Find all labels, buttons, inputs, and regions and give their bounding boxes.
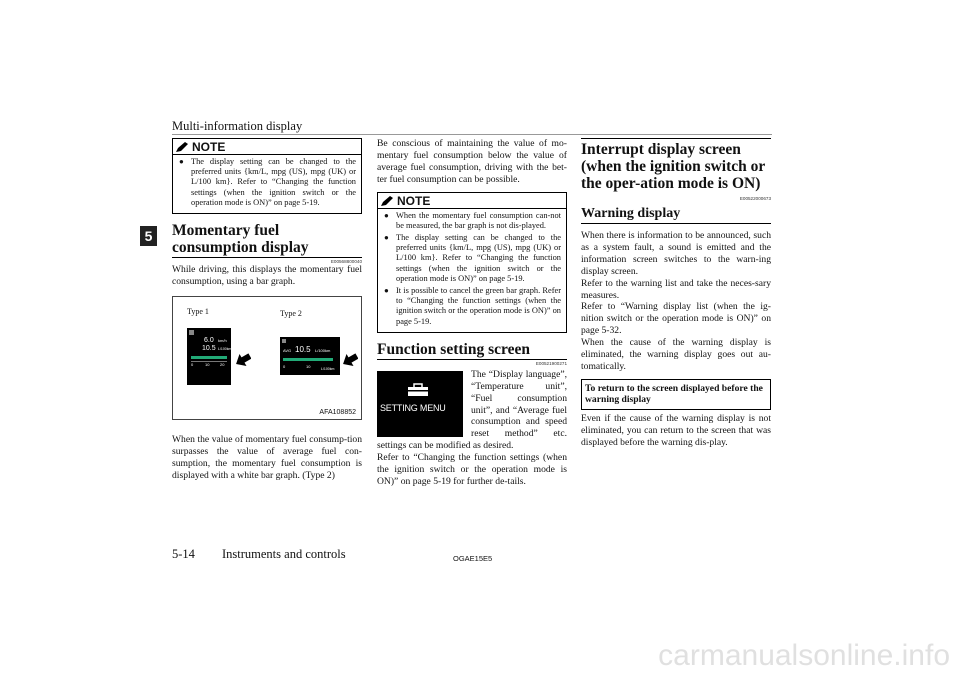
paragraph: When there is information to be announced, such as a system fault, a sound is emitted and the information screen switches to the warn-ing display screen. (581, 230, 771, 277)
subsection-heading: Warning display (581, 206, 681, 221)
watermark: carmanualsonline.info (658, 639, 950, 672)
paragraph: When the cause of the warning display is eliminated, the warning display goes out au-tomatically. (581, 337, 771, 372)
tick-label: 10 (306, 363, 311, 369)
heading-rule (581, 138, 771, 139)
tick-label: 0 (283, 363, 286, 369)
screen2-bottom-unit: L/100km (321, 366, 335, 371)
section-heading: Interrupt display screen (when the ignition switch or the oper-ation mode is ON) (581, 141, 766, 192)
header-divider (172, 134, 772, 135)
heading-rule (172, 257, 362, 258)
pointer-arrow-icon (235, 353, 251, 367)
column-1 (172, 138, 362, 481)
setting-menu-label: SETTING MENU (380, 402, 446, 413)
paragraph: Be conscious of maintaining the value of mo-mentary fuel consumption below the value of average fuel consumption, driving with the bet-ter fuel consumption can be possible. (377, 138, 567, 185)
setting-menu-image (377, 371, 463, 437)
bullet-icon: ● (179, 157, 184, 166)
tick-label: 20 (220, 361, 225, 367)
screen2-unit: L/100km (315, 347, 331, 353)
screen1-mid-value: 10.5 (202, 344, 216, 352)
screen1-top-value: 6.0 (204, 336, 214, 344)
screen1-top-unit: km/h (218, 337, 227, 343)
paragraph: While driving, this displays the momentary fuel consumption, using a bar graph. (172, 264, 362, 287)
section-heading: Function setting screen (377, 340, 530, 358)
note-item-text: The display setting can be changed to the preferred units {km/L, mpg (US), mpg (UK) or L/100 km}. Refer to “Changing the function settings (when the ignition switch or the operation mode is ON)” on page 5-19. (396, 233, 561, 283)
bullet-icon: ● (384, 210, 389, 220)
figure-code: AFA108852 (319, 408, 356, 416)
screen2-value: 10.5 (295, 344, 311, 354)
boxed-subheading: To return to the screen displayed before the warning display (581, 379, 771, 410)
note-header (173, 140, 361, 155)
heading-rule (581, 223, 771, 224)
note-label: NOTE (397, 193, 431, 208)
paragraph: Refer to “Changing the function settings (when the ignition switch or the operation mode is ON)” on page 5-19 for further de-tails. (377, 452, 567, 488)
type1-screen (187, 328, 231, 385)
fuel-display-figure (172, 296, 362, 420)
note-box (377, 192, 567, 333)
note-item-text: The display setting can be changed to the preferred units {km/L, mpg (US), mpg (UK) or L/100 km}. Refer to “Changing the function settings (when the ignition switch or the operation mode is ON)” on page 5-19. (191, 157, 356, 207)
screen1-mid-unit: L/100km (218, 346, 232, 351)
pointer-arrow-icon (342, 353, 358, 367)
note-item-text: When the momentary fuel consumption can-not be measured, the bar graph is not dis-played. (396, 210, 561, 230)
fuel-bar (283, 358, 333, 361)
paragraph: Even if the cause of the warning display is not eliminated, you can return to the screen that was displayed before the warning dis-play. (581, 412, 771, 448)
fuel-bar (191, 356, 227, 359)
note-box (172, 138, 362, 214)
paragraph: When the value of momentary fuel consump-tion surpasses the value of average fuel con-sumption, the momentary fuel consumption is displayed with a white bar graph. (Type 2) (172, 433, 362, 481)
pencil-icon (380, 195, 394, 207)
fuel-pump-icon (189, 330, 194, 335)
type2-label: Type 2 (280, 308, 302, 318)
type1-label: Type 1 (187, 306, 209, 316)
note-header (378, 194, 566, 209)
screen2-avg: AVG (283, 347, 292, 353)
section-code: E00522000673 (739, 196, 771, 201)
footer-code: OGAE15E5 (453, 554, 493, 563)
column-2 (377, 138, 567, 488)
page-number: 5-14 (172, 547, 195, 561)
bullet-icon: ● (384, 286, 389, 296)
chapter-tab: 5 (140, 226, 157, 246)
section-heading: Momentary fuel consumption display (172, 222, 309, 257)
toolbox-icon (407, 383, 429, 397)
note-item (384, 211, 561, 231)
pencil-icon (175, 141, 189, 153)
paragraph: Refer to “Warning display list (when the ig-nition switch or the operation mode is ON)” on page 5-32. (581, 301, 771, 337)
paragraph: Refer to the warning list and take the neces-sary measures. (581, 277, 771, 301)
tick-label: 0 (191, 361, 194, 367)
section-code: E00521900271 (535, 360, 567, 366)
column-3 (581, 138, 771, 449)
note-item (384, 233, 561, 284)
paragraph: The “Display language”, “Temperature unit”, “Fuel consumption unit”, and “Average fuel consumption and speed reset method” etc. settings can be modified as desired. (377, 368, 567, 452)
note-item (179, 157, 356, 208)
bullet-icon: ● (384, 233, 389, 243)
note-item-text: It is possible to cancel the green bar graph. Refer to “Changing the function settings (when the ignition switch or the operation mode is ON)” on page 5-19. (396, 286, 561, 326)
heading-rule (377, 359, 567, 360)
type2-screen (280, 337, 340, 375)
tick-label: 10 (205, 361, 210, 367)
note-item (384, 286, 561, 327)
footer-section-title: Instruments and controls (222, 547, 346, 561)
note-label: NOTE (192, 140, 226, 154)
page-header-title: Multi-information display (172, 119, 303, 133)
section-code: E00568800040 (330, 259, 362, 265)
fuel-pump-icon (282, 339, 286, 343)
